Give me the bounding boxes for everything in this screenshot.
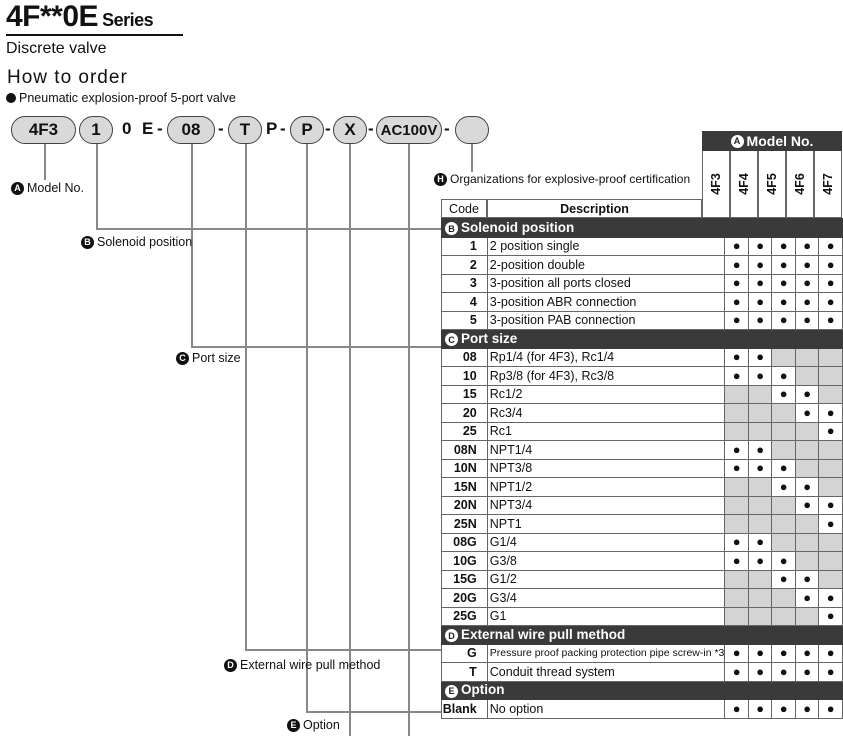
table-row	[442, 663, 843, 682]
row-code: G	[442, 644, 488, 663]
section-title-text: Solenoid position	[461, 219, 575, 235]
code-column-header: Code	[441, 199, 487, 218]
label-port-size	[176, 351, 241, 365]
availability-dot: ●	[725, 311, 749, 330]
availability-dot: ●	[748, 237, 772, 256]
availability-dot: ●	[819, 589, 843, 608]
model-name: 4F5	[764, 173, 779, 195]
section-badge-icon: D	[445, 629, 458, 642]
row-description: Rc1	[487, 422, 725, 441]
availability-dot: ●	[819, 311, 843, 330]
row-description: Rc1/2	[487, 385, 725, 404]
row-code: 20G	[442, 589, 488, 608]
availability-dot: ●	[725, 533, 749, 552]
code-model: 4F3	[11, 116, 76, 144]
code-separator: -	[444, 119, 450, 138]
availability-dot: ●	[819, 293, 843, 312]
label-text: Model No.	[27, 181, 84, 195]
table-row	[442, 552, 843, 571]
availability-dot: ●	[772, 552, 796, 571]
section-badge-icon: C	[445, 333, 458, 346]
table-row	[442, 237, 843, 256]
availability-dot: ●	[725, 552, 749, 571]
availability-dot: ●	[819, 422, 843, 441]
unavailable-cell	[725, 607, 749, 626]
row-description: G3/4	[487, 589, 725, 608]
table-row	[442, 570, 843, 589]
unavailable-cell	[772, 441, 796, 460]
connector-line	[96, 228, 442, 230]
section-header-row	[442, 219, 843, 238]
unavailable-cell	[795, 367, 819, 386]
availability-dot: ●	[819, 607, 843, 626]
code-solenoid: 1	[79, 116, 113, 144]
availability-dot: ●	[795, 644, 819, 663]
section-title	[442, 219, 843, 238]
row-description: 2-position double	[487, 256, 725, 275]
row-description: 3-position PAB connection	[487, 311, 725, 330]
unavailable-cell	[772, 533, 796, 552]
availability-dot: ●	[819, 663, 843, 682]
label-text: External wire pull method	[240, 658, 381, 672]
availability-dot: ●	[748, 663, 772, 682]
section-header-row	[442, 626, 843, 645]
badge-e-icon: E	[287, 719, 300, 732]
row-code: 25G	[442, 607, 488, 626]
row-description: NPT3/4	[487, 496, 725, 515]
row-description: G3/8	[487, 552, 725, 571]
availability-dot: ●	[819, 644, 843, 663]
availability-dot: ●	[772, 274, 796, 293]
unavailable-cell	[748, 570, 772, 589]
subtitle: Discrete valve	[6, 40, 107, 57]
unavailable-cell	[725, 589, 749, 608]
unavailable-cell	[819, 441, 843, 460]
unavailable-cell	[795, 459, 819, 478]
availability-dot: ●	[819, 404, 843, 423]
availability-dot: ●	[725, 441, 749, 460]
table-row	[442, 515, 843, 534]
code-fixed-e: E	[142, 119, 154, 138]
unavailable-cell	[772, 607, 796, 626]
table-row	[442, 367, 843, 386]
row-code: 10N	[442, 459, 488, 478]
availability-dot: ●	[748, 533, 772, 552]
row-code: 3	[442, 274, 488, 293]
unavailable-cell	[819, 552, 843, 571]
availability-dot: ●	[795, 700, 819, 719]
availability-dot: ●	[772, 237, 796, 256]
availability-dot: ●	[795, 311, 819, 330]
label-option	[287, 718, 340, 732]
unavailable-cell	[795, 441, 819, 460]
unavailable-cell	[819, 367, 843, 386]
section-title	[442, 330, 843, 349]
badge-a-icon: A	[731, 135, 744, 148]
section-badge-icon: E	[445, 685, 458, 698]
availability-dot: ●	[819, 700, 843, 719]
model-column-header	[814, 151, 842, 218]
table-row	[442, 311, 843, 330]
row-description: G1/4	[487, 533, 725, 552]
unavailable-cell	[819, 459, 843, 478]
code-voltage: AC100V	[376, 116, 442, 144]
row-code: 20N	[442, 496, 488, 515]
row-code: 15G	[442, 570, 488, 589]
availability-dot: ●	[795, 385, 819, 404]
availability-dot: ●	[795, 663, 819, 682]
section-badge-icon: B	[445, 222, 458, 235]
availability-dot: ●	[819, 496, 843, 515]
code-option-p: P	[290, 116, 324, 144]
unavailable-cell	[795, 422, 819, 441]
table-header-row	[441, 199, 702, 218]
how-to-order-heading: How to order	[7, 67, 128, 88]
availability-dot: ●	[748, 311, 772, 330]
unavailable-cell	[725, 404, 749, 423]
description-column-header: Description	[487, 199, 702, 218]
page-title	[6, 0, 153, 34]
row-code: 25N	[442, 515, 488, 534]
availability-dot: ●	[772, 293, 796, 312]
unavailable-cell	[772, 404, 796, 423]
availability-dot: ●	[772, 478, 796, 497]
availability-dot: ●	[725, 237, 749, 256]
table-row	[442, 589, 843, 608]
unavailable-cell	[772, 348, 796, 367]
label-solenoid-position	[81, 235, 192, 249]
row-code: 1	[442, 237, 488, 256]
availability-dot: ●	[748, 459, 772, 478]
availability-dot: ●	[772, 385, 796, 404]
availability-dot: ●	[795, 404, 819, 423]
model-name: 4F4	[736, 173, 751, 195]
unavailable-cell	[748, 589, 772, 608]
badge-b-icon: B	[81, 236, 94, 249]
unavailable-cell	[748, 515, 772, 534]
availability-dot: ●	[795, 570, 819, 589]
availability-dot: ●	[748, 552, 772, 571]
availability-dot: ●	[795, 293, 819, 312]
code-separator: -	[368, 119, 374, 138]
unavailable-cell	[819, 348, 843, 367]
unavailable-cell	[748, 496, 772, 515]
connector-line	[306, 711, 442, 713]
code-fixed-zero: 0	[122, 119, 132, 138]
label-certification	[434, 172, 690, 186]
model-no-header	[702, 131, 842, 151]
unavailable-cell	[795, 515, 819, 534]
row-description: G1	[487, 607, 725, 626]
badge-a-icon: A	[11, 182, 24, 195]
availability-dot: ●	[748, 441, 772, 460]
connector-line	[306, 144, 308, 712]
availability-dot: ●	[748, 367, 772, 386]
availability-dot: ●	[748, 348, 772, 367]
label-text: Option	[303, 718, 340, 732]
availability-dot: ●	[748, 293, 772, 312]
row-code: 15	[442, 385, 488, 404]
row-description: NPT3/8	[487, 459, 725, 478]
availability-dot: ●	[772, 700, 796, 719]
connector-line	[245, 649, 442, 651]
availability-dot: ●	[725, 663, 749, 682]
connector-line	[191, 346, 442, 348]
table-row	[442, 385, 843, 404]
availability-dot: ●	[725, 367, 749, 386]
row-description: Rp1/4 (for 4F3), Rc1/4	[487, 348, 725, 367]
table-row	[442, 404, 843, 423]
unavailable-cell	[725, 478, 749, 497]
availability-dot: ●	[725, 274, 749, 293]
label-text: Organizations for explosive-proof certification	[450, 172, 691, 186]
code-separator: -	[280, 119, 286, 138]
row-code: 10	[442, 367, 488, 386]
unavailable-cell	[725, 515, 749, 534]
section-title	[442, 626, 843, 645]
availability-dot: ●	[725, 700, 749, 719]
code-option-x: X	[333, 116, 367, 144]
code-certification	[455, 116, 489, 144]
row-code: 15N	[442, 478, 488, 497]
table-row	[442, 478, 843, 497]
model-column-header	[786, 151, 814, 218]
availability-dot: ●	[725, 644, 749, 663]
availability-dot: ●	[819, 515, 843, 534]
availability-dot: ●	[725, 256, 749, 275]
availability-dot: ●	[725, 348, 749, 367]
availability-dot: ●	[772, 644, 796, 663]
unavailable-cell	[748, 607, 772, 626]
label-wire-pull	[224, 658, 380, 672]
table-row	[442, 644, 843, 663]
connector-line	[349, 144, 351, 736]
row-code: 08G	[442, 533, 488, 552]
unavailable-cell	[819, 385, 843, 404]
row-code: 08	[442, 348, 488, 367]
description-text: Pneumatic explosion-proof 5-port valve	[19, 91, 236, 105]
availability-dot: ●	[772, 311, 796, 330]
code-separator: -	[218, 119, 224, 138]
label-text: Port size	[192, 351, 241, 365]
row-description: 2 position single	[487, 237, 725, 256]
row-description: Rp3/8 (for 4F3), Rc3/8	[487, 367, 725, 386]
order-spec-table	[441, 218, 843, 719]
model-column-header	[702, 151, 730, 218]
connector-line	[96, 144, 98, 229]
availability-dot: ●	[819, 256, 843, 275]
unavailable-cell	[748, 404, 772, 423]
row-description: 3-position all ports closed	[487, 274, 725, 293]
unavailable-cell	[772, 515, 796, 534]
connector-line	[44, 144, 46, 180]
row-code: 4	[442, 293, 488, 312]
availability-dot: ●	[795, 589, 819, 608]
unavailable-cell	[772, 422, 796, 441]
unavailable-cell	[772, 589, 796, 608]
code-separator: -	[325, 119, 331, 138]
unavailable-cell	[795, 607, 819, 626]
section-title-text: Port size	[461, 330, 518, 346]
model-name: 4F7	[820, 173, 835, 195]
section-header-row	[442, 330, 843, 349]
code-fixed-p: P	[266, 119, 278, 138]
model-column-header	[758, 151, 786, 218]
row-description: Pressure proof packing protection pipe screw-in *3	[487, 644, 725, 663]
availability-dot: ●	[725, 459, 749, 478]
row-description: Conduit thread system	[487, 663, 725, 682]
label-text: Solenoid position	[97, 235, 193, 249]
row-code: 10G	[442, 552, 488, 571]
row-code: T	[442, 663, 488, 682]
unavailable-cell	[725, 422, 749, 441]
table-row	[442, 441, 843, 460]
availability-dot: ●	[795, 256, 819, 275]
unavailable-cell	[725, 385, 749, 404]
code-wire-pull: T	[228, 116, 262, 144]
unavailable-cell	[725, 496, 749, 515]
label-model-no	[11, 181, 84, 195]
section-title-text: Option	[461, 682, 505, 698]
title-main: 4F**0E	[6, 0, 99, 33]
availability-dot: ●	[795, 274, 819, 293]
section-title-text: External wire pull method	[461, 626, 626, 642]
model-no-header-text: Model No.	[746, 133, 814, 149]
unavailable-cell	[795, 348, 819, 367]
availability-dot: ●	[819, 274, 843, 293]
table-row	[442, 256, 843, 275]
unavailable-cell	[819, 478, 843, 497]
badge-c-icon: C	[176, 352, 189, 365]
table-row	[442, 700, 843, 719]
availability-dot: ●	[748, 274, 772, 293]
row-description: 3-position ABR connection	[487, 293, 725, 312]
unavailable-cell	[748, 478, 772, 497]
availability-dot: ●	[772, 367, 796, 386]
model-column-header	[730, 151, 758, 218]
table-row	[442, 274, 843, 293]
table-row	[442, 348, 843, 367]
row-code: 25	[442, 422, 488, 441]
table-row	[442, 533, 843, 552]
availability-dot: ●	[748, 644, 772, 663]
availability-dot: ●	[795, 496, 819, 515]
bullet-icon	[6, 93, 16, 103]
availability-dot: ●	[772, 459, 796, 478]
table-row	[442, 459, 843, 478]
title-series: Series	[102, 10, 154, 30]
table-row	[442, 422, 843, 441]
unavailable-cell	[795, 552, 819, 571]
valve-description	[6, 91, 236, 105]
section-header-row	[442, 681, 843, 700]
availability-dot: ●	[725, 293, 749, 312]
row-code: Blank	[442, 700, 488, 719]
code-port-size: 08	[167, 116, 215, 144]
unavailable-cell	[795, 533, 819, 552]
connector-line	[408, 144, 410, 736]
table-row	[442, 496, 843, 515]
availability-dot: ●	[748, 256, 772, 275]
table-row	[442, 607, 843, 626]
badge-d-icon: D	[224, 659, 237, 672]
availability-dot: ●	[772, 570, 796, 589]
row-code: 2	[442, 256, 488, 275]
row-code: 08N	[442, 441, 488, 460]
availability-dot: ●	[795, 237, 819, 256]
unavailable-cell	[748, 422, 772, 441]
availability-dot: ●	[795, 478, 819, 497]
connector-line	[245, 144, 247, 650]
unavailable-cell	[725, 570, 749, 589]
unavailable-cell	[772, 496, 796, 515]
row-code: 5	[442, 311, 488, 330]
availability-dot: ●	[772, 663, 796, 682]
connector-line	[471, 144, 473, 172]
row-description: NPT1/4	[487, 441, 725, 460]
section-title	[442, 681, 843, 700]
row-code: 20	[442, 404, 488, 423]
unavailable-cell	[819, 570, 843, 589]
title-underline	[6, 34, 183, 36]
code-separator: -	[157, 119, 163, 138]
unavailable-cell	[748, 385, 772, 404]
badge-h-icon: H	[434, 173, 447, 186]
table-row	[442, 293, 843, 312]
model-name: 4F6	[792, 173, 807, 195]
model-name: 4F3	[708, 173, 723, 195]
availability-dot: ●	[772, 256, 796, 275]
availability-dot: ●	[819, 237, 843, 256]
row-description: G1/2	[487, 570, 725, 589]
row-description: No option	[487, 700, 725, 719]
row-description: NPT1	[487, 515, 725, 534]
unavailable-cell	[819, 533, 843, 552]
row-description: Rc3/4	[487, 404, 725, 423]
row-description: NPT1/2	[487, 478, 725, 497]
availability-dot: ●	[748, 700, 772, 719]
